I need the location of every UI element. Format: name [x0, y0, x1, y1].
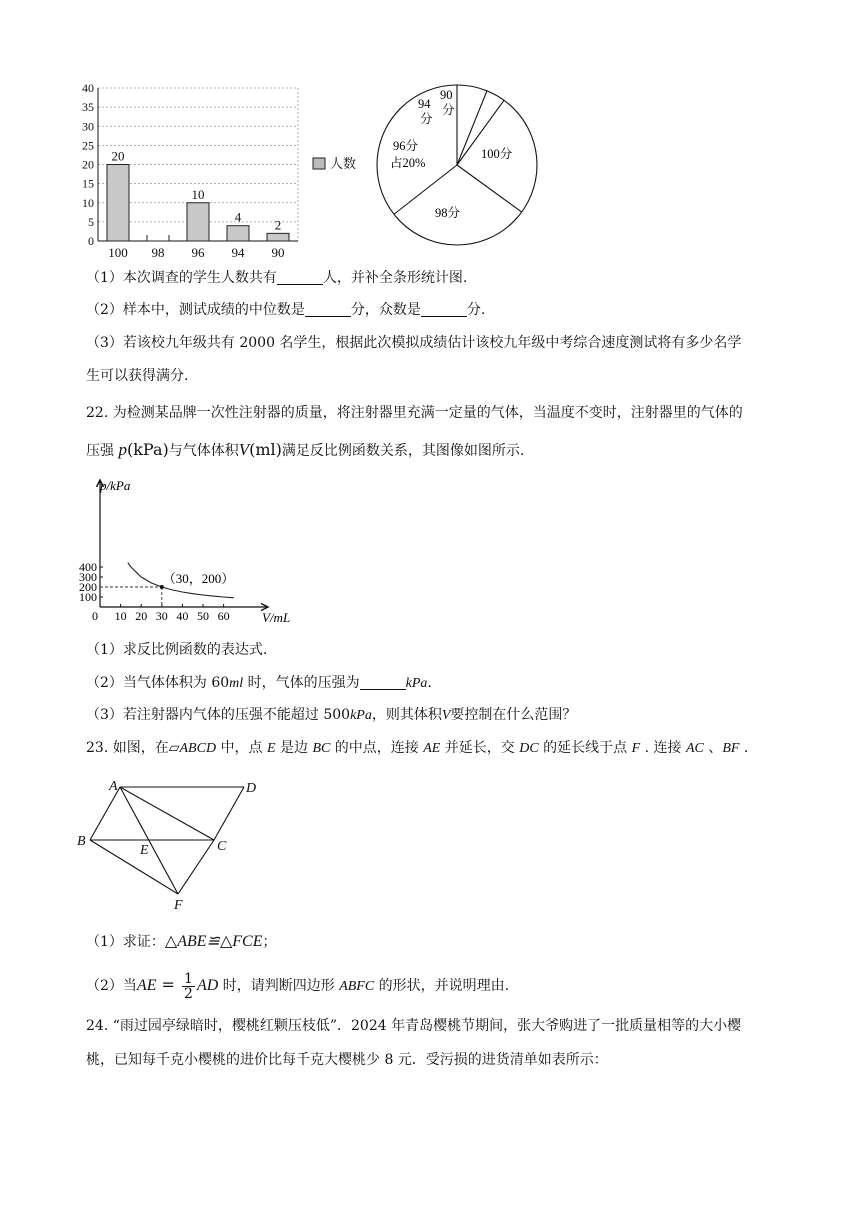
bar-100	[107, 165, 129, 242]
answer-blank	[360, 675, 406, 690]
y-axis-label: p/kPa	[100, 478, 131, 493]
point-A: A	[109, 779, 118, 794]
pie-label-90-a: 90	[440, 88, 453, 102]
origin-label: 0	[92, 609, 98, 623]
pie-label-90-b: 分	[442, 103, 455, 117]
legend-swatch	[313, 158, 325, 169]
y-tick-label: 15	[82, 176, 94, 191]
pie-label-96-a: 96分	[393, 139, 419, 153]
data-label: 4	[234, 209, 242, 225]
point-D: D	[246, 781, 257, 796]
bar-96	[187, 203, 209, 241]
point-label: （30，200）	[162, 571, 235, 586]
legend-label: 人数	[330, 156, 357, 171]
segment-AB	[90, 787, 120, 840]
bar-placeholder-98	[147, 235, 169, 241]
fraction-one-half: $\frac{1}{2}$	[184, 970, 193, 1002]
y-tick-label: 30	[82, 119, 94, 134]
q23-sub1: （1）求证：△ABE≌△FCE；	[86, 933, 277, 950]
q22-line1: 22. 为检测某品牌一次性注射器的质量，将注射器里充满一定量的气体，当温度不变时，注射器里的气体的	[86, 405, 743, 421]
pie-label-98: 98分	[435, 206, 461, 220]
x-tick-label: 100	[108, 245, 128, 260]
x-tick-label: 90	[271, 245, 285, 260]
pie-label-100: 100分	[481, 147, 513, 161]
x-tick-label: 98	[151, 245, 165, 260]
x-tick-label: 10	[114, 609, 127, 623]
pie-label-94-b: 分	[420, 112, 433, 126]
y-tick-label: 400	[79, 560, 97, 574]
segment-BF	[90, 840, 178, 894]
q23-line1: 23. 如图，在▱ABCD 中，点 E 是边 BC 的中点，连接 AE 并延长，交 DC 的延长线于点 F . 连接 AC 、BF .	[86, 740, 749, 756]
q24-line1: 24. “雨过园亭绿暗时，樱桃红颗压枝低”．2024 年青岛樱桃节期间，张大爷购进了一批质量相等的大小樱	[86, 1018, 742, 1034]
x-axis-label: V/mL	[262, 610, 290, 624]
point-B: B	[77, 834, 86, 849]
q21-part2: （2）样本中，测试成绩的中位数是 分，众数是 分.	[86, 302, 486, 318]
x-tick-label: 50	[197, 609, 209, 623]
data-label: 2	[274, 217, 282, 233]
bar-94	[227, 226, 249, 241]
q21-part1: （1）本次调查的学生人数共有 人，并补全条形统计图.	[86, 270, 468, 286]
y-tick-label: 35	[82, 100, 94, 115]
q21-part3-line2: 生可以获得满分.	[86, 368, 189, 384]
point-F: F	[174, 898, 183, 913]
q21-part3-line1: （3）若该校九年级共有 2000 名学生，根据此次模拟成绩估计该校九年级中考综合速度测试将有多少名学	[86, 335, 742, 351]
y-tick-label: 5	[88, 214, 94, 229]
y-tick-label: 100	[79, 590, 97, 604]
q22-line2: 压强 p(kPa)与气体体积V(ml)满足反比例函数关系，其图像如图所示.	[86, 440, 525, 459]
bar-chart	[70, 78, 370, 268]
data-label: 10	[191, 186, 205, 202]
y-tick-label: 25	[82, 138, 94, 153]
x-tick-label: 40	[176, 609, 189, 623]
x-tick-label: 20	[135, 609, 148, 623]
q24-line2: 桃，已知每千克小樱桃的进价比每千克大樱桃少 8 元．受污损的进货清单如表所示：	[86, 1052, 608, 1068]
q22-sub3: （3）若注射器内气体的压强不能超过 500kPa，则其体积V要控制在什么范围？	[86, 707, 577, 723]
answer-blank	[305, 302, 351, 317]
q22-sub1: （1）求反比例函数的表达式.	[86, 642, 268, 658]
x-tick-label: 96	[191, 245, 205, 260]
pie-chart	[370, 78, 550, 258]
pressure-volume-graph	[70, 474, 290, 624]
y-tick-label: 0	[88, 234, 94, 248]
y-tick-label: 10	[82, 195, 94, 210]
x-tick-label: 60	[217, 609, 230, 623]
x-tick-label: 30	[155, 609, 168, 623]
y-tick-label: 300	[79, 570, 97, 584]
q22-sub2: （2）当气体体积为 60ml 时，气体的压强为 kPa.	[86, 675, 432, 691]
y-tick-label: 200	[79, 580, 97, 594]
y-tick-label: 20	[82, 157, 94, 172]
q23-sub2: （2）当AE = $\frac{1}{2}$ AD 时，请判断四边形 ABFC 的形状，并说明理由.	[86, 970, 510, 1002]
answer-blank	[277, 270, 323, 285]
pie-label-94-a: 94	[418, 97, 431, 111]
data-label: 20	[111, 148, 125, 164]
pie-label-96-b: 占20%	[390, 156, 426, 170]
segment-DC	[214, 787, 244, 840]
segment-CF	[178, 840, 214, 894]
point-E: E	[140, 843, 149, 858]
answer-blank	[421, 302, 467, 317]
y-tick-label: 40	[82, 81, 94, 95]
bar-90	[267, 233, 289, 241]
geometry-figure	[72, 774, 272, 914]
x-tick-label: 94	[231, 245, 245, 260]
point-C: C	[217, 839, 227, 854]
